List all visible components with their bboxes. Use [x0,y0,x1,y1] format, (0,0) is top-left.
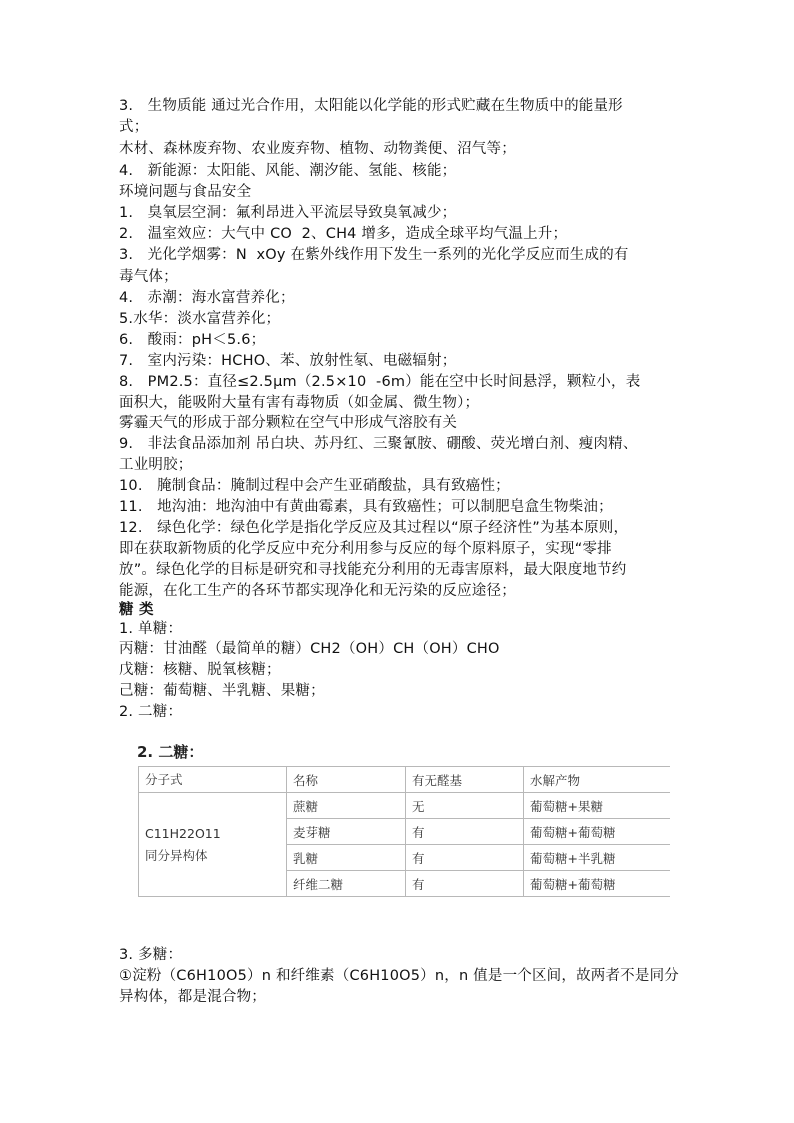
table-cell: 葡萄糖+果糖 [524,793,671,819]
table-cell: 乳糖 [287,845,406,871]
text-line: 2. 温室效应：大气中 CO 2、CH4 增多，造成全球平均气温上升； [119,226,568,242]
text-line: 即在获取新物质的化学反应中充分利用参与反应的每个原料原子，实现“零排 [119,541,612,557]
text-line: 1. 臭氧层空洞：氟利昂进入平流层导致臭氧减少； [119,205,457,221]
section-heading: 糖 类 [119,602,154,618]
figure-title: 2. 二糖： [137,743,204,761]
table-cell: 葡萄糖+葡萄糖 [524,819,671,845]
section-heading: 环境问题与食品安全 [119,184,252,200]
text-line: 异构体，都是混合物； [119,989,266,1005]
isomer-text: 同分异构体 [145,847,208,863]
table-cell: 蔗糖 [287,793,406,819]
table-cell: 葡萄糖+半乳糖 [524,845,671,871]
table-cell: 有 [406,871,524,897]
text-line: 面积大，能吸附大量有害有毒物质（如金属、微生物）； [119,395,480,411]
table-cell: 无 [406,793,524,819]
header-cell: 有无醛基 [406,767,524,793]
text-line: 3. 生物质能 通过光合作用，太阳能以化学能的形式贮藏在生物质中的能量形 [119,98,623,114]
disaccharide-table [138,766,670,897]
text-line: 丙糖：甘油醛（最简单的糖）CH2（OH）CH（OH）CHO [119,641,500,657]
table-cell: 有 [406,819,524,845]
text-line: 1. 单糖： [119,621,183,637]
text-line: 5.水华：淡水富营养化； [119,311,281,327]
text-line: 9. 非法食品添加剂 吊白块、苏丹红、三聚氰胺、硼酸、荧光增白剂、瘦肉精、 [119,436,638,452]
text-line: 4. 新能源：太阳能、风能、潮汐能、氢能、核能； [119,163,457,179]
text-line: 毒气体； [119,269,178,285]
text-line: 6. 酸雨：pH＜5.6； [119,332,266,348]
header-cell: 水解产物 [524,767,671,793]
table-header-row [139,767,671,793]
text-line: 7. 室内污染：HCHO、苯、放射性氡、电磁辐射； [119,353,457,369]
text-line: 雾霾天气的形成于部分颗粒在空气中形成气溶胶有关 [119,415,458,431]
table-cell: 有 [406,845,524,871]
table-cell: 纤维二糖 [287,871,406,897]
text-line: 3. 光化学烟雾：N xOy 在紫外线作用下发生一系列的光化学反应而生成的有 [119,247,629,263]
header-cell: 名称 [287,767,406,793]
text-line: 戊糖：核糖、脱氧核糖； [119,662,281,678]
text-line: 己糖：葡萄糖、半乳糖、果糖； [119,683,325,699]
formula-cell [139,793,287,897]
text-line: 能源，在化工生产的各环节都实现净化和无污染的反应途径； [119,583,516,599]
text-line: ①淀粉（C6H10O5）n 和纤维素（C6H10O5）n，n 值是一个区间，故两者不是同分 [119,968,679,984]
formula-text: C11H22O11 [145,825,221,841]
text-line: 3. 多糖： [119,947,183,963]
text-line: 10. 腌制食品：腌制过程中会产生亚硝酸盐，具有致癌性； [119,478,510,494]
disaccharide-figure [119,732,684,912]
text-line: 11. 地沟油：地沟油中有黄曲霉素，具有致癌性；可以制肥皂盒生物柴油； [119,499,613,515]
text-line: 12. 绿色化学：绿色化学是指化学反应及其过程以“原子经济性”为基本原则， [119,520,629,536]
text-line: 4. 赤潮：海水富营养化； [119,290,295,306]
text-line: 8. PM2.5：直径≤2.5μm（2.5×10 -6m）能在空中长时间悬浮，颗粒小，表 [119,374,641,390]
table-row [139,793,671,819]
text-line: 木材、森林废弃物、农业废弃物、植物、动物粪便、沼气等； [119,141,516,157]
header-cell: 分子式 [139,767,287,793]
table-cell: 葡萄糖+葡萄糖 [524,871,671,897]
table-cell: 麦芽糖 [287,819,406,845]
text-line: 放”。绿色化学的目标是研究和寻找能充分利用的无毒害原料，最大限度地节约 [119,562,627,578]
text-line: 式； [119,119,149,135]
text-line: 2. 二糖： [119,704,183,720]
text-line: 工业明胶； [119,457,193,473]
